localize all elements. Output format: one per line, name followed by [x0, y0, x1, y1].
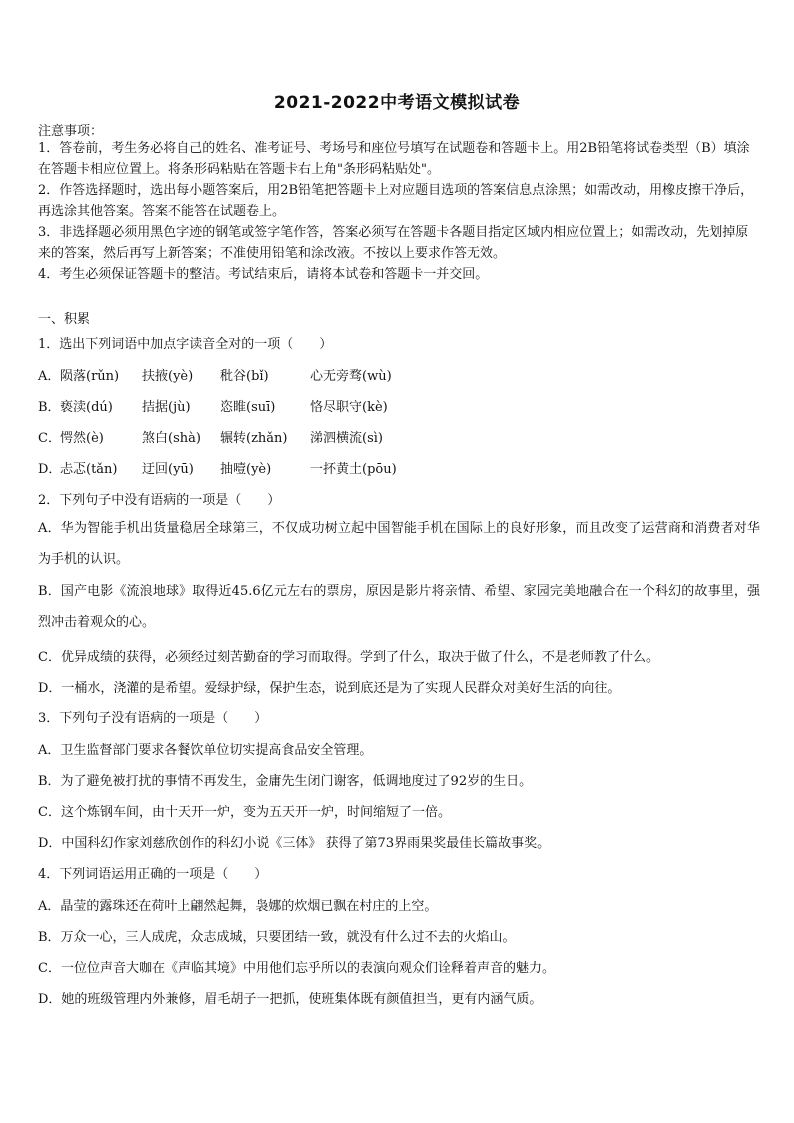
question-1-stem: 1．选出下列词语中加点字读音全对的一项（ ） — [38, 337, 333, 352]
question-3-option-b: B．为了避免被打扰的事情不再发生，金庸先生闭门谢客，低调地度过了92岁的生日。 — [38, 774, 533, 789]
question-1-option-b — [38, 396, 388, 415]
option-word: 煞白(shà) — [142, 431, 201, 446]
option-letter: C． — [38, 431, 61, 446]
question-3-stem: 3．下列句子没有语病的一项是（ ） — [38, 711, 268, 726]
question-3-option-d: D．中国科幻作家刘慈欣创作的科幻小说《三体》 获得了第73界雨果奖最佳长篇故事奖。 — [38, 836, 551, 851]
question-1-option-c — [38, 427, 383, 446]
question-2-option-a: A．华为智能手机出货量稳居全球第三，不仅成功树立起中国智能手机在国际上的良好形象，而且改变了运营商和消费者对华为手机的认识。 — [38, 521, 760, 567]
question-3-option-c: C．这个炼钢车间，由十天开一炉，变为五天开一炉，时间缩短了一倍。 — [38, 805, 451, 820]
question-4-option-b: B．万众一心，三人成虎，众志成城，只要团结一致，就没有什么过不去的火焰山。 — [38, 930, 516, 945]
option-word: 一抔黄土(pōu) — [310, 462, 397, 477]
notice-list — [38, 138, 760, 285]
question-4-option-d: D．她的班级管理内外兼修，眉毛胡子一把抓，使班集体既有颜值担当，更有内涵气质。 — [38, 992, 543, 1007]
question-4-stem: 4．下列词语运用正确的一项是（ ） — [38, 867, 268, 882]
section-heading: 一、积累 — [38, 312, 91, 327]
option-word: 扶掖(yè) — [142, 369, 194, 384]
question-2-stem: 2．下列句子中没有语病的一项是（ ） — [38, 493, 281, 508]
question-2-option-d: D．一桶水，浇灌的是希望。爱绿护绿，保护生态，说到底还是为了实现人民群众对美好生活的向往。 — [38, 681, 621, 696]
option-letter: B． — [38, 400, 61, 415]
question-2-option-b: B．国产电影《流浪地球》取得近45.6亿元左右的票房，原因是影片将亲情、希望、家园完美地融合在一个科幻的故事里，强烈冲击着观众的心。 — [38, 584, 760, 630]
notice-heading: 注意事项： — [38, 124, 104, 139]
option-word: 秕谷(bǐ) — [220, 369, 269, 384]
option-word: 恣睢(suī) — [220, 400, 276, 415]
option-word: 涕泗横流(sì) — [310, 431, 383, 446]
notice-item: 1．答卷前，考生务必将自己的姓名、准考证号、考场号和座位号填写在试题卷和答题卡上。用2B铅笔将试卷类型（B）填涂在答题卡相应位置上。将条形码粘贴在答题卡右上角"条形码粘贴处"。 — [38, 141, 750, 177]
option-word: 忐忑(tǎn) — [60, 462, 118, 477]
option-word: 迂回(yū) — [142, 462, 194, 477]
question-4-option-c: C．一位位声音大咖在《声临其境》中用他们忘乎所以的表演向观众们诠释着声音的魅力。 — [38, 961, 555, 976]
option-letter: D． — [38, 462, 62, 477]
question-4-option-a: A．晶莹的露珠还在荷叶上翩然起舞，袅娜的炊烟已飘在村庄的上空。 — [38, 899, 438, 914]
option-word: 恪尽职守(kè) — [310, 400, 388, 415]
question-1-option-d — [38, 458, 397, 477]
question-1-option-a — [38, 365, 392, 384]
notice-item: 3．非选择题必须用黑色字迹的钢笔或签字笔作答，答案必须写在答题卡各题目指定区域内相应位置上；如需改动，先划掉原来的答案，然后再写上新答案；不准使用铅笔和涂改液。不按以上要求作答无效。 — [38, 225, 749, 261]
question-3-option-a: A．卫生监督部门要求各餐饮单位切实提高食品安全管理。 — [38, 743, 373, 758]
option-letter: A． — [38, 369, 61, 384]
option-word: 辗转(zhǎn) — [220, 431, 288, 446]
option-word: 陨落(rǔn) — [60, 369, 120, 384]
option-word: 亵渎(dú) — [60, 400, 113, 415]
option-word: 抽噎(yè) — [220, 462, 272, 477]
option-word: 拮据(jù) — [142, 400, 191, 415]
notice-item: 2．作答选择题时，选出每小题答案后，用2B铅笔把答题卡上对应题目选项的答案信息点涂黑；如需改动，用橡皮擦干净后，再选涂其他答案。答案不能答在试题卷上。 — [38, 183, 754, 219]
option-word: 愕然(è) — [60, 431, 104, 446]
notice-item: 4．考生必须保证答题卡的整洁。考试结束后，请将本试卷和答题卡一并交回。 — [38, 267, 489, 282]
question-2-option-c: C．优异成绩的获得，必须经过刻苦勤奋的学习而取得。学到了什么，取决于做了什么，不是老师教了什么。 — [38, 650, 659, 665]
option-word: 心无旁骛(wù) — [310, 369, 392, 384]
page-title: 2021-2022中考语文模拟试卷 — [273, 93, 521, 113]
